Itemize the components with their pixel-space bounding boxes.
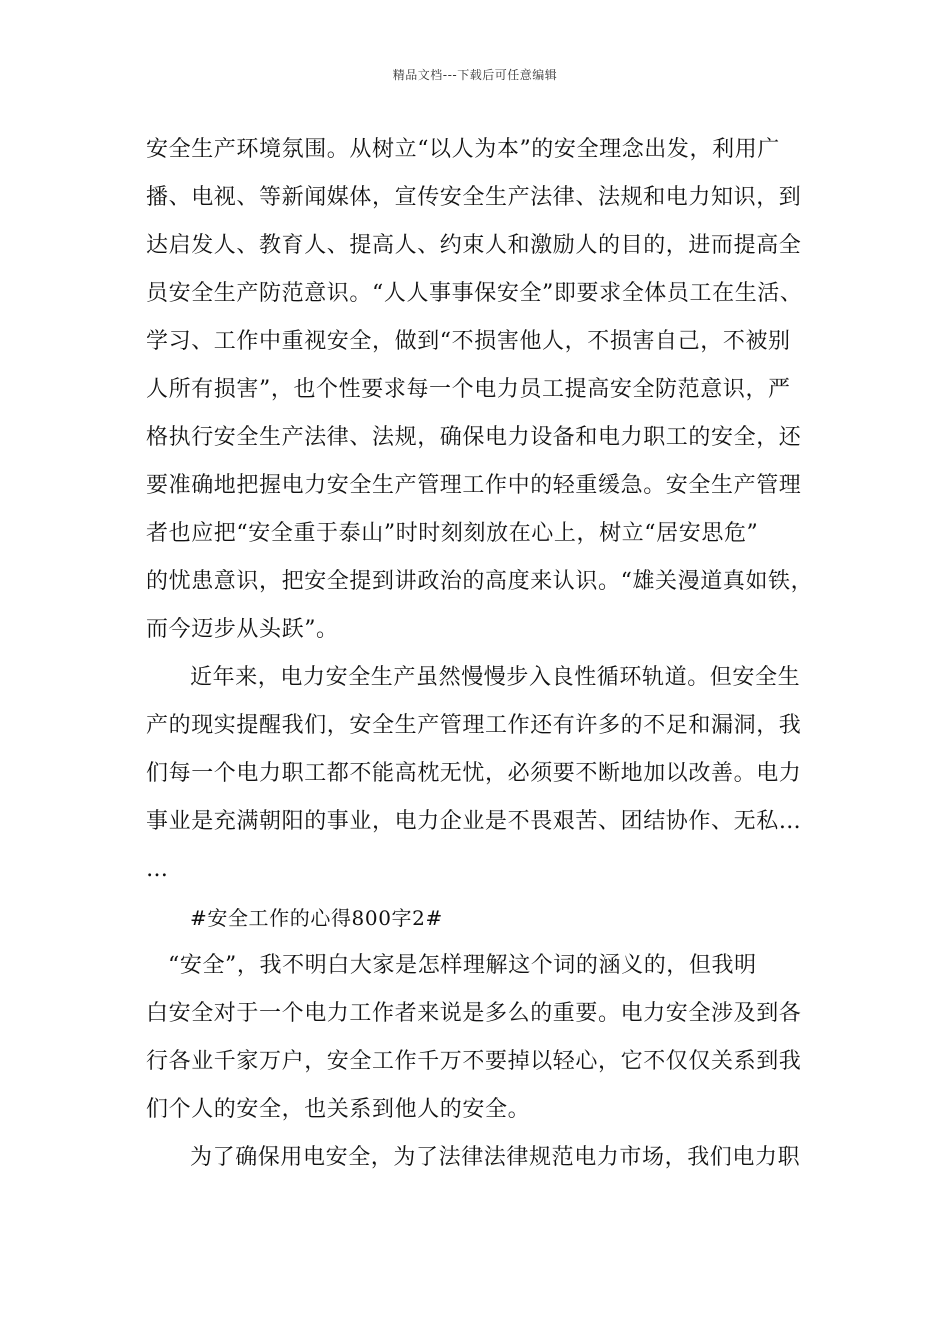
page-header: 精品文档---下载后可任意编辑	[392, 68, 558, 82]
text-line: 产的现实提醒我们，安全生产管理工作还有许多的不足和漏洞，我	[146, 713, 802, 738]
text-line: 们每一个电力职工都不能高枕无忧，必须要不断地加以改善。电力	[146, 761, 802, 786]
text-line: 安全生产环境氛围。从树立“以人为本”的安全理念出发，利用广	[146, 137, 780, 162]
text-line: 而今迈步从头跃”。	[146, 617, 339, 642]
text-line: 近年来，电力安全生产虽然慢慢步入良性循环轨道。但安全生	[190, 665, 801, 690]
text-line: 要准确地把握电力安全生产管理工作中的轻重缓急。安全生产管理	[146, 473, 802, 498]
paragraph-2	[146, 654, 826, 894]
section-title: #安全工作的心得800字2#	[190, 906, 443, 930]
text-line: 事业是充满朝阳的事业，电力企业是不畏艰苦、团结协作、无私…	[146, 809, 802, 834]
section-heading	[146, 894, 826, 942]
text-line: 为了确保用电安全，为了法律法律规范电力市场，我们电力职	[190, 1145, 801, 1170]
text-line: 员安全生产防范意识。“人人事事保安全”即要求全体员工在生活、	[146, 281, 803, 306]
text-line: 学习、工作中重视安全，做到“不损害他人，不损害自己，不被别	[146, 329, 791, 354]
text-line: …	[146, 857, 169, 882]
text-line: 的忧患意识，把安全提到讲政治的高度来认识。“雄关漫道真如铁，	[146, 569, 814, 594]
paragraph-1	[146, 126, 826, 654]
text-line: 人所有损害”，也个性要求每一个电力员工提高安全防范意识，严	[146, 377, 791, 402]
text-line: 格执行安全生产法律、法规，确保电力设备和电力职工的安全，还	[146, 425, 802, 450]
paragraph-3	[146, 942, 826, 1134]
text-line: 白安全对于一个电力工作者来说是多么的重要。电力安全涉及到各	[146, 1001, 802, 1026]
document-body	[146, 126, 826, 1182]
text-line: 达启发人、教育人、提高人、约束人和激励人的目的，进而提高全	[146, 233, 802, 258]
text-line: 播、电视、等新闻媒体，宣传安全生产法律、法规和电力知识，到	[146, 185, 802, 210]
paragraph-4	[146, 1134, 826, 1182]
text-line: 们个人的安全，也关系到他人的安全。	[146, 1097, 531, 1122]
text-line: 行各业千家万户，安全工作千万不要掉以轻心，它不仅仅关系到我	[146, 1049, 802, 1074]
text-line: “安全”，我不明白大家是怎样理解这个词的涵义的，但我明	[168, 953, 757, 978]
text-line: 者也应把“安全重于泰山”时时刻刻放在心上，树立“居安思危”	[146, 521, 759, 546]
